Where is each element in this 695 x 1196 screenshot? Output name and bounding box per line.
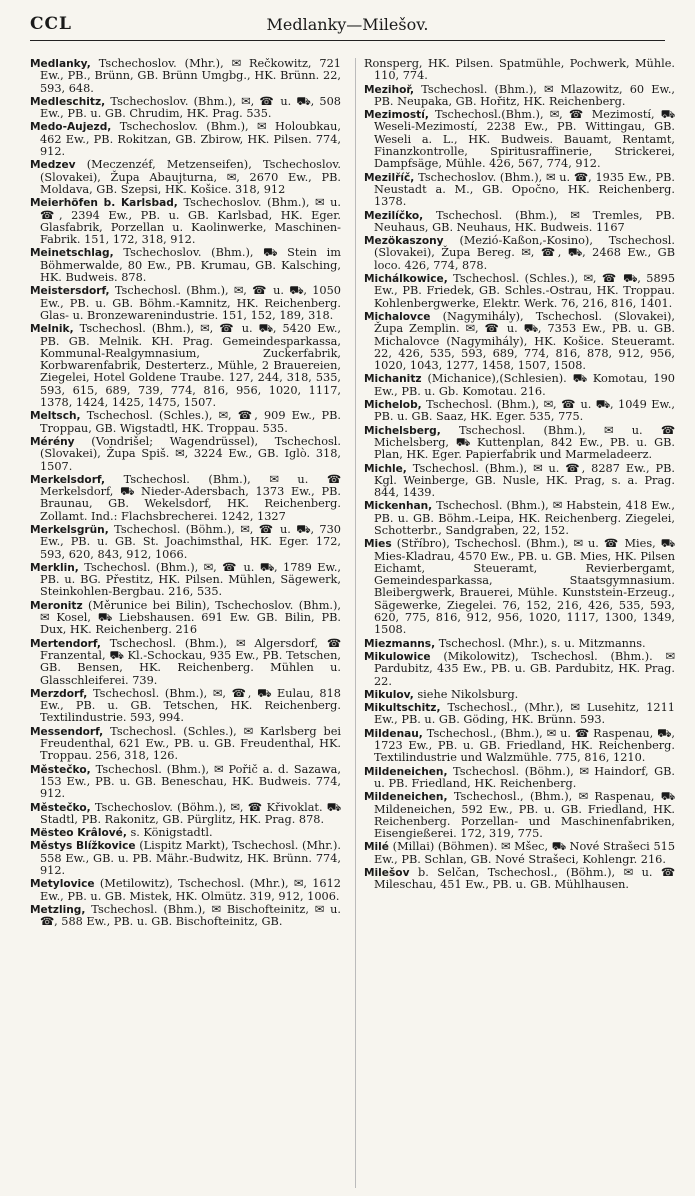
entry-headword: Milešov bbox=[364, 867, 410, 879]
entry-text: Tschechoslov. (Bhm.), ✉ u. ☎, 2394 Ew., PB. u. GB. Karlsbad, HK. Eger. Glasfabrik, Porzellan u. Kaolinwerke, Maschinen-Fabrik. 151, 172, 318, 912. bbox=[40, 196, 341, 247]
gazetteer-entry bbox=[364, 210, 675, 235]
entry-text: Tschechosl. (Bhm.), ✉, ☎, ⛟ Eulau, 818 Ew., PB. u. GB. Tetschen, HK. Reichenberg. Textilindustrie. 593, 994. bbox=[40, 686, 341, 725]
entry-text: (Měrunice bei Bilin), Tschechoslov. (Bhm.), ✉ Kosel, ⛟ Liebshausen. 691 Ew. GB. Bilin, PB. Dux, HK. Reichenberg. 216 bbox=[40, 598, 341, 637]
gazetteer-entry bbox=[30, 600, 341, 637]
gazetteer-entry bbox=[30, 436, 341, 473]
entry-text: (Nagymihály), Tschechosl. (Slovakei), Župa Zemplin. ✉, ☎ u. ⛟, 7353 Ew., PB. u. GB. Michalovce (Nagymihály), HK. Košice. Steueramt. 22, 426, 535, 593, 689, 774, 816, 878, 912, 956, 1020, 1043, 1277, 1458, 1507, 1508. bbox=[374, 309, 675, 373]
entry-text: Tschechosl. (Böhm.), ✉ Haindorf, GB. u. PB. Friedland, HK. Reichenberg. bbox=[374, 764, 675, 790]
entry-headword: Mezimostí, bbox=[364, 109, 429, 122]
entry-headword: Meistersdorf, bbox=[30, 285, 110, 298]
entry-text: Tschechosl. (Bhm.), ✉, ☎ u. ⛟, 1789 Ew., PB. u. BG. Přestitz, HK. Pilsen. Mühlen, Sägewerk, Steinkohlen-Bergbau. 216, 535. bbox=[40, 560, 341, 599]
entry-headword: Michelob, bbox=[364, 399, 422, 412]
entry-text: Tschechosl. (Bhm.), ✉ u. ☎, 8287 Ew., PB. Kgl. Weinberge, GB. Nusle, HK. Prag, s. a. Prag. 844, 1439. bbox=[374, 461, 675, 500]
gazetteer-entry bbox=[364, 728, 675, 765]
entry-text: Ronsperg, HK. Pilsen. Spatmühle, Pochwerk, Mühle. 110, 774. bbox=[364, 58, 675, 83]
gazetteer-entry bbox=[30, 197, 341, 246]
entry-text: Tschechosl. (Bhm.), ✉ Pořič a. d. Sazawa, 153 Ew., PB. u. GB. Beneschau, HK. Budweis. 774, 912. bbox=[40, 762, 341, 801]
gazetteer-entry bbox=[30, 96, 341, 121]
entry-text: Tschechoslov. (Bhm.), ⛟ Stein im Böhmerwalde, 80 Ew., PB. Krumau, GB. Kalsching, HK. Budweis. 878. bbox=[40, 246, 341, 285]
entry-text: (Meczenzéf, Metzenseifen), Tschechoslov. (Slovakei), Župa Abaujturna, ✉, 2670 Ew., PB. Moldava, GB. Szepsi, HK. Košice. 318, 912 bbox=[40, 158, 341, 196]
entry-headword: Michelsberg, bbox=[364, 424, 441, 437]
gazetteer-entry bbox=[364, 109, 675, 170]
gazetteer-entry bbox=[364, 538, 675, 636]
entry-text: Tschechosl. (Bhm.), ✉, ☎ u. ⛟, 1050 Ew., PB. u. GB. Böhm.-Kamnitz, HK. Reichenberg. Glas- u. Bronzewarenindustrie. 151, 152, 189, 318. bbox=[40, 284, 341, 322]
entry-text: Tschechosl. (Schles.), ✉, ☎, 909 Ew., PB. Troppau, GB. Wigstadtl, HK. Troppau. 535. bbox=[40, 409, 341, 435]
entry-text: Tschechosl., (Bhm.), ✉ u. ☎ Raspenau, ⛟, 1723 Ew., PB. u. GB. Friedland, HK. Reichenberg. Textilindustrie und Walzmühle. 775, 816, 1210. bbox=[374, 726, 675, 765]
entry-headword: Mertendorf, bbox=[30, 637, 101, 650]
gazetteer-entry bbox=[30, 638, 341, 687]
entry-headword: Mickenhan, bbox=[364, 500, 433, 513]
gazetteer-entry bbox=[364, 172, 675, 209]
entry-text: Tschechosl. (Schles.), ✉, ☎ ⛟, 5895 Ew., PB. Friedek, GB. Schles.-Ostrau, HK. Troppau. Kohlenbergwerke, Elektr. Werk. 76, 216, 816, 1401. bbox=[374, 272, 675, 310]
gazetteer-entry bbox=[30, 726, 341, 763]
entry-headword: Medo-Aujezd, bbox=[30, 121, 112, 134]
entry-text: Tschechosl. (Bhm.), ✉ Mlazowitz, 60 Ew., PB. Neupaka, GB. Hořitz, HK. Reichenberg. bbox=[374, 82, 675, 108]
entry-headword: Mérény bbox=[30, 435, 75, 448]
gazetteer-entry bbox=[364, 500, 675, 537]
gazetteer-entry bbox=[364, 766, 675, 791]
gazetteer-entry bbox=[30, 410, 341, 435]
entry-text: Tschechosl. (Bhm.), ✉, ☎ u. ⛟, 5420 Ew., PB. GB. Melnik. KH. Prag. Gemeindesparkassa, Kommunal-Realgymnasium, Zuckerfabrik, Korbwarenfabrik, Desterterz., Mühle, 2 Brauereien, Ziegelei, Hotel Goldene Traube. 127, 244, 318, 535, 593, 615, 689, 739, 774, 816, 956, 1020, 1117, 1378, 1424, 1425, 1475, 1507. bbox=[40, 322, 341, 410]
entry-headword: Mikultschitz, bbox=[364, 702, 441, 715]
entry-text: (Lispitz Markt), Tschechosl. (Mhr.). 558 Ew., GB. u. PB. Mähr.-Budwitz, HK. Brünn. 774, 912. bbox=[40, 839, 341, 877]
gazetteer-entry bbox=[364, 841, 675, 866]
entry-headword: Meronitz bbox=[30, 599, 83, 612]
entry-text: (Stříbro), Tschechosl. (Bhm.), ✉ u. ☎ Mies, ⛟ Mies-Kladrau, 4570 Ew., PB. u. GB. Mies, HK. Pilsen Eichamt, Steueramt, Revierbergamt, Gemeindesparkassa, Staatsgymnasium. Bleibergwerk, Brauerei, Mühle. Kunststein-Erzeug., Sägewerke, Ziegelei. 76, 152, 216, 426, 535, 593, 620, 775, 816, 912, 956, 1020, 1117, 1300, 1349, 1508. bbox=[374, 537, 675, 637]
entry-text: Tschechoslov. (Bhm.), ✉ Holoubkau, 462 Ew., PB. Rokitzan, GB. Zbirow, HK. Pilsen. 774, 912. bbox=[40, 120, 341, 159]
entry-text: Tschechosl. (Mhr.), s. u. Mitzmanns. bbox=[438, 636, 646, 650]
entry-headword: Mezihoř, bbox=[364, 83, 415, 96]
entry-text: (Metilowitz), Tschechosl. (Mhr.), ✉, 1612 Ew., PB. u. GB. Mistek, HK. Olmütz. 319, 912, 1006. bbox=[40, 877, 341, 903]
entry-headword: Miezmanns, bbox=[364, 637, 436, 650]
entry-text: Tschechoslov. (Bhm.), ✉ u. ☎, 1935 Ew., PB. Neustadt a. M., GB. Opočno, HK. Reichenberg. 1378. bbox=[374, 170, 675, 209]
gazetteer-entry bbox=[364, 235, 675, 272]
entry-headword: Michalovce bbox=[364, 310, 431, 323]
gazetteer-entry bbox=[30, 904, 341, 929]
gazetteer-entry bbox=[30, 121, 341, 158]
entry-text: Tschechoslov. (Böhm.), ✉, ☎ Křivoklat. ⛟ Stadtl, PB. Rakonitz, GB. Pürglitz, HK. Prag. 878. bbox=[40, 800, 341, 826]
gazetteer-entry bbox=[364, 651, 675, 688]
gazetteer-entry bbox=[30, 802, 341, 827]
gazetteer-entry bbox=[364, 791, 675, 840]
gazetteer-entry bbox=[30, 159, 341, 196]
entry-headword: Mezökaszony bbox=[364, 235, 444, 248]
entry-text: Tschechosl. (Bhm.), ✉ Algersdorf, ☎ Franzental, ⛟ Kl.-Schockau, 935 Ew., PB. Tetschen, GB. Bensen, HK. Reichenberg. Mühlen u. Glasschleiferei. 739. bbox=[40, 636, 341, 687]
entry-text: b. Selčan, Tschechosl., (Böhm.), ✉ u. ☎ Mileschau, 451 Ew., PB. u. GB. Mühlhausen. bbox=[374, 866, 675, 892]
entry-text: siehe Nikolsburg. bbox=[417, 687, 519, 701]
gazetteer-entry bbox=[364, 311, 675, 372]
entry-headword: Merzdorf, bbox=[30, 687, 88, 700]
entry-text: Tschechosl. (Bhm.), ✉ u. ☎ Merkelsdorf, ⛟ Nieder-Adersbach, 1373 Ew., PB. Braunau, GB. Wekelsdorf, HK. Reichenberg. Zollamt. Ind.: Flachsbrecherei. 1242, 1327 bbox=[40, 472, 341, 523]
entry-headword: Michálkowice, bbox=[364, 273, 448, 286]
entry-headword: Meltsch, bbox=[30, 410, 81, 423]
entry-text: Tschechoslov. (Bhm.), ✉, ☎ u. ⛟, 508 Ew., PB. u. GB. Chrudim, HK. Prag. 535. bbox=[40, 94, 341, 121]
right-column bbox=[355, 58, 675, 1188]
entry-headword: Merkelsdorf, bbox=[30, 473, 105, 486]
entry-headword: Meinetschlag, bbox=[30, 247, 114, 260]
entry-text: Tschechosl. (Bhm.), ✉, ☎ u. ⛟, 1049 Ew., PB. u. GB. Saaz, HK. Eger. 535, 775. bbox=[374, 398, 675, 424]
gazetteer-entry bbox=[364, 425, 675, 462]
entry-text: Tschechosl., (Mhr.), ✉ Lusehitz, 1211 Ew., PB. u. GB. Göding, HK. Brünn. 593. bbox=[374, 701, 675, 727]
entry-headword: Mezilíčko, bbox=[364, 209, 424, 222]
gazetteer-entry bbox=[30, 323, 341, 409]
entry-headword: Milé bbox=[364, 841, 389, 854]
gazetteer-entry bbox=[364, 273, 675, 310]
entry-headword: Michanitz bbox=[364, 373, 422, 386]
entry-headword: Michle, bbox=[364, 462, 407, 475]
entry-text: Tschechosl. (Böhm.), ✉, ☎ u. ⛟, 730 Ew., PB. u. GB. St. Joachimsthal, HK. Eger. 172, 593, 620, 843, 912, 1066. bbox=[40, 522, 341, 561]
entry-headword: Mikulov, bbox=[364, 688, 414, 701]
entry-headword: Medlanky, bbox=[30, 58, 91, 70]
gazetteer-entry bbox=[30, 474, 341, 523]
entry-headword: Mildenau, bbox=[364, 727, 423, 740]
gazetteer-entry bbox=[364, 463, 675, 500]
entry-text: (Millai) (Böhmen). ✉ Mšec, ⛟ Nové Strašeci 515 Ew., PB. Schlan, GB. Nové Strašeci, Kohlengr. 216. bbox=[374, 840, 675, 866]
entry-text: Tschechosl. (Bhm.), ✉ Tremles, PB. Neuhaus, GB. Neuhaus, HK. Budweis. 1167 bbox=[374, 208, 675, 234]
entry-headword: Městečko, bbox=[30, 801, 91, 814]
page-header bbox=[30, 14, 665, 41]
entry-text: Tschechoslov. (Mhr.), ✉ Řečkowitz, 721 Ew., PB., Brünn, GB. Brünn Umgbg., HK. Brünn. 22, 593, 648. bbox=[40, 58, 341, 95]
entry-text: Tschechosl. (Schles.), ✉ Karlsberg bei Freudenthal, 621 Ew., PB. u. GB. Freudenthal, HK. Troppau. 256, 318, 126. bbox=[40, 724, 341, 763]
entry-headword: Medzev bbox=[30, 159, 76, 172]
entry-text: (Mezió-Kaßon,-Kosino), Tschechosl. (Slovakei), Župa Bereg. ✉, ☎, ⛟, 2468 Ew., GB loco. 426, 774, 878. bbox=[374, 234, 675, 272]
gazetteer-columns bbox=[30, 58, 675, 1188]
gazetteer-entry bbox=[30, 878, 341, 903]
gazetteer-entry bbox=[364, 373, 675, 398]
gazetteer-entry bbox=[364, 399, 675, 424]
entry-headword: Mësteo Krâlové, bbox=[30, 827, 127, 840]
gazetteer-entry bbox=[30, 827, 341, 839]
entry-headword: Městys Blížkovice bbox=[30, 840, 136, 853]
entry-text: Tschechosl. (Bhm.), ✉ u. ☎ Michelsberg, ⛟ Kuttenplan, 842 Ew., PB. u. GB. Plan, HK. Eger. Papierfabrik und Marmeladeerz. bbox=[374, 423, 675, 462]
entry-headword: Mildeneichen, bbox=[364, 791, 448, 804]
gazetteer-entry bbox=[30, 524, 341, 561]
gazetteer-entry bbox=[30, 764, 341, 801]
gazetteer-entry bbox=[364, 702, 675, 727]
entry-text: Tschechosl. (Bhm.), ✉ Habstein, 418 Ew., PB. u. GB. Böhm.-Leipa, HK. Reichenberg. Ziegelei, Schotterbr., Sandgraben, 22, 152. bbox=[374, 499, 675, 537]
entry-text: (Vondrišel; Wagendrüssel), Tschechosl. (Slovakei), Župa Spiš. ✉, 3224 Ew., GB. Iglò. 318, 1507. bbox=[40, 434, 341, 473]
gazetteer-entry bbox=[364, 84, 675, 109]
entry-headword: Mikulowice bbox=[364, 650, 431, 663]
entry-headword: Melnik, bbox=[30, 323, 74, 336]
entry-headword: Metylovice bbox=[30, 878, 95, 891]
left-column bbox=[30, 58, 341, 1188]
entry-headword: Městečko, bbox=[30, 763, 91, 776]
entry-text: Tschechosl., (Bhm.), ✉ Raspenau, ⛟ Mildeneichen, 592 Ew., PB. u. GB. Friedland, HK. Reichenberg. Porzellan- und Maschinenfabriken, Eisengießerei. 172, 319, 775. bbox=[374, 790, 675, 841]
entry-headword: Merklin, bbox=[30, 561, 79, 574]
entry-headword: Metzling, bbox=[30, 903, 86, 916]
entry-headword: Meierhöfen b. Karlsbad, bbox=[30, 197, 178, 210]
entry-headword: Mildeneichen, bbox=[364, 765, 448, 778]
entry-text: (Michanice),(Schlesien). ⛟ Komotau, 190 Ew., PB. u. Gb. Komotau. 216. bbox=[374, 372, 675, 398]
entry-text: s. Königstadtl. bbox=[130, 826, 213, 840]
gazetteer-entry bbox=[364, 638, 675, 650]
entry-text: Tschechosl. (Bhm.), ✉ Bischofteinitz, ✉ u. ☎, 588 Ew., PB. u. GB. Bischofteinitz, GB. bbox=[40, 902, 341, 929]
gazetteer-entry bbox=[30, 247, 341, 284]
gazetteer-entry bbox=[30, 840, 341, 877]
entry-headword: Mies bbox=[364, 538, 392, 551]
running-title: Medlanky—Milešov. bbox=[266, 15, 429, 34]
gazetteer-entry bbox=[364, 867, 675, 892]
gazetteer-entry bbox=[30, 58, 341, 95]
entry-text: Tschechosl.(Bhm.), ✉, ☎ Mezimostí, ⛟ Weseli-Mezimostí, 2238 Ew., PB. Wittingau, GB. Weseli a. L., HK. Budweis. Bauamt, Rentamt, Finanzkontrolle, Spiritusraffinerie, Strickerei, Dampfsäge, Mühle. 426, 567, 774, 912. bbox=[374, 108, 675, 171]
entry-headword: Medleschitz, bbox=[30, 95, 106, 108]
entry-text: (Mikolowitz), Tschechosl. (Bhm.). ✉ Pardubitz, 435 Ew., PB. u. GB. Pardubitz, HK. Prag. 22. bbox=[374, 649, 675, 688]
page-number: CCL bbox=[30, 14, 73, 34]
gazetteer-entry bbox=[30, 562, 341, 599]
gazetteer-entry bbox=[364, 58, 675, 83]
gazetteer-entry bbox=[30, 285, 341, 322]
entry-headword: Messendorf, bbox=[30, 725, 104, 738]
entry-headword: Merkelsgrün, bbox=[30, 523, 109, 536]
gazetteer-entry bbox=[364, 689, 675, 701]
entry-headword: Mezilříč, bbox=[364, 171, 415, 184]
gazetteer-entry bbox=[30, 688, 341, 725]
